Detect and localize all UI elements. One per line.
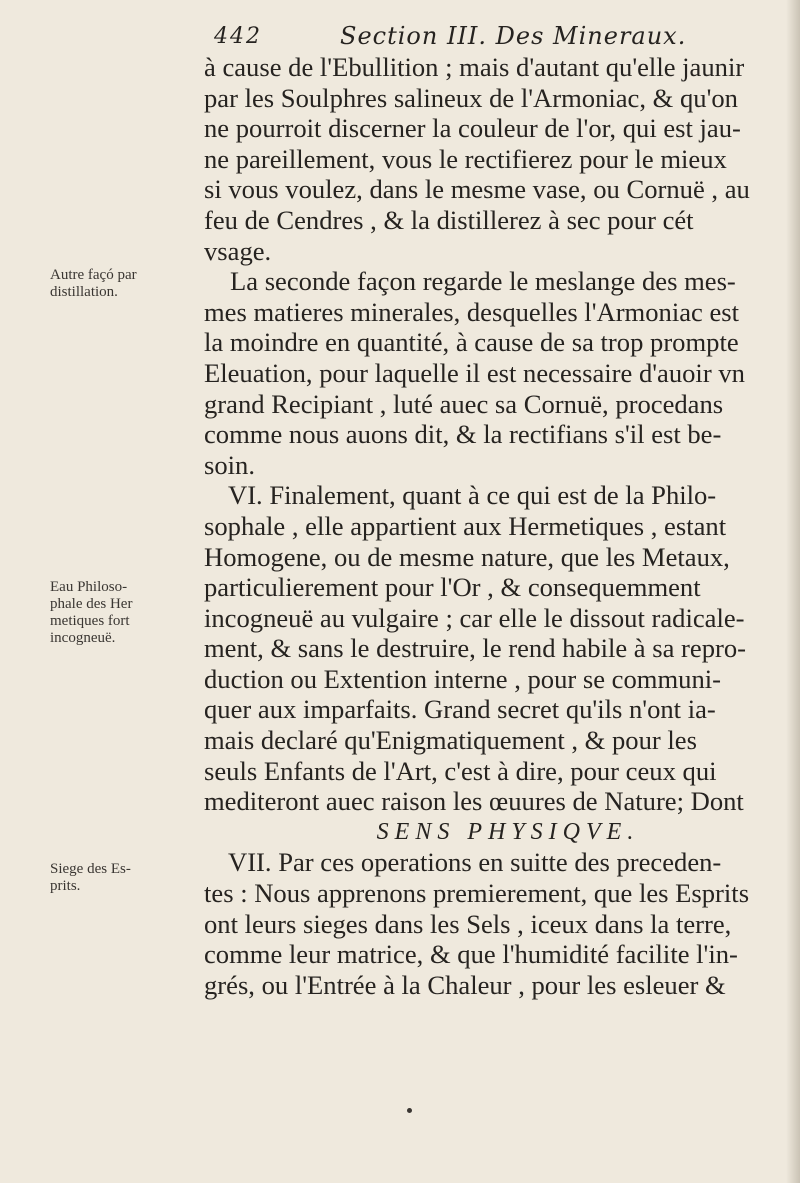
text-line: tes : Nous apprenons premierement, que les Esprits — [204, 878, 750, 909]
text-line: la moindre en quantité, à cause de sa trop prompte — [204, 327, 739, 358]
text-line: si vous voulez, dans le mesme vase, ou Cornuë , au — [204, 174, 750, 205]
section-heading: SENS PHYSIQVE. — [376, 818, 640, 845]
text-line: comme leur matrice, & que l'humidité facilite l'in- — [204, 939, 738, 970]
margin-note-line: incogneuë. — [50, 630, 116, 646]
text-line: Eleuation, pour laquelle il est necessaire d'auoir vn — [204, 357, 745, 388]
page-number: 442 — [214, 24, 262, 49]
text-line: VI. Finalement, quant à ce qui est de la Philo- — [228, 480, 717, 511]
text-line: comme nous auons dit, & la rectifians s'il est be- — [204, 419, 722, 450]
margin-note-line: Eau Philoso- — [50, 579, 128, 595]
text-line: seuls Enfants de l'Art, c'est à dire, pour ceux qui — [204, 755, 717, 786]
text-line: incogneuë au vulgaire ; car elle le dissout radicale- — [204, 602, 745, 633]
margin-note-line: Siege des Es- — [50, 861, 131, 877]
text-line: feu de Cendres , & la distillerez à sec pour cét — [204, 204, 694, 235]
text-line: La seconde façon regarde le meslange des mes- — [230, 266, 736, 297]
text-line: ment, & sans le destruire, le rend habile à sa repro- — [204, 633, 747, 664]
page-edge-shadow — [786, 0, 800, 1183]
margin-note — [50, 579, 210, 647]
text-line: quer aux imparfaits. Grand secret qu'ils n'ont ia- — [204, 694, 716, 725]
text-line: grés, ou l'Entrée à la Chaleur , pour les esleuer & — [204, 969, 726, 1000]
text-line: mais declaré qu'Enigmatiquement , & pour les — [204, 725, 697, 756]
ink-spot — [407, 1108, 412, 1113]
text-line: à cause de l'Ebullition ; mais d'autant qu'elle jaunir — [204, 52, 745, 82]
text-line: vsage. — [204, 235, 272, 266]
margin-note — [50, 267, 210, 301]
body-text — [204, 52, 788, 1000]
margin-note-line: metiques fort — [50, 613, 130, 629]
margin-note-line: Autre façó par — [50, 267, 137, 283]
text-line: grand Recipiant , luté auec sa Cornuë, procedans — [204, 388, 724, 419]
text-line: Homogene, ou de mesme nature, que les Metaux, — [204, 541, 730, 572]
text-line: sophale , elle appartient aux Hermetiques , estant — [204, 510, 727, 541]
margin-note-line: prits. — [50, 878, 81, 894]
text-line: duction ou Extention interne , pour se communi- — [204, 663, 721, 694]
text-line: ont leurs sieges dans les Sels , iceux dans la terre, — [204, 908, 732, 939]
margin-note-line: phale des Her — [50, 596, 133, 612]
text-line: par les Soulphres salineux de l'Armoniac, & qu'on — [204, 82, 738, 113]
text-line: ne pourroit discerner la couleur de l'or, qui est jau- — [204, 113, 741, 144]
text-line: ne pareillement, vous le rectifierez pour le mieux — [204, 143, 727, 174]
running-title: Section III. Des Mineraux. — [340, 22, 687, 50]
text-line: VII. Par ces operations en suitte des preceden- — [228, 847, 722, 878]
text-line: mediteront auec raison les œuures de Nature; Dont — [204, 786, 744, 817]
text-line: particulierement pour l'Or , & consequemment — [204, 572, 701, 603]
margin-note-line: distillation. — [50, 284, 118, 300]
text-line: mes matieres minerales, desquelles l'Armoniac est — [204, 296, 740, 327]
text-line: soin. — [204, 449, 255, 480]
margin-note — [50, 861, 210, 895]
